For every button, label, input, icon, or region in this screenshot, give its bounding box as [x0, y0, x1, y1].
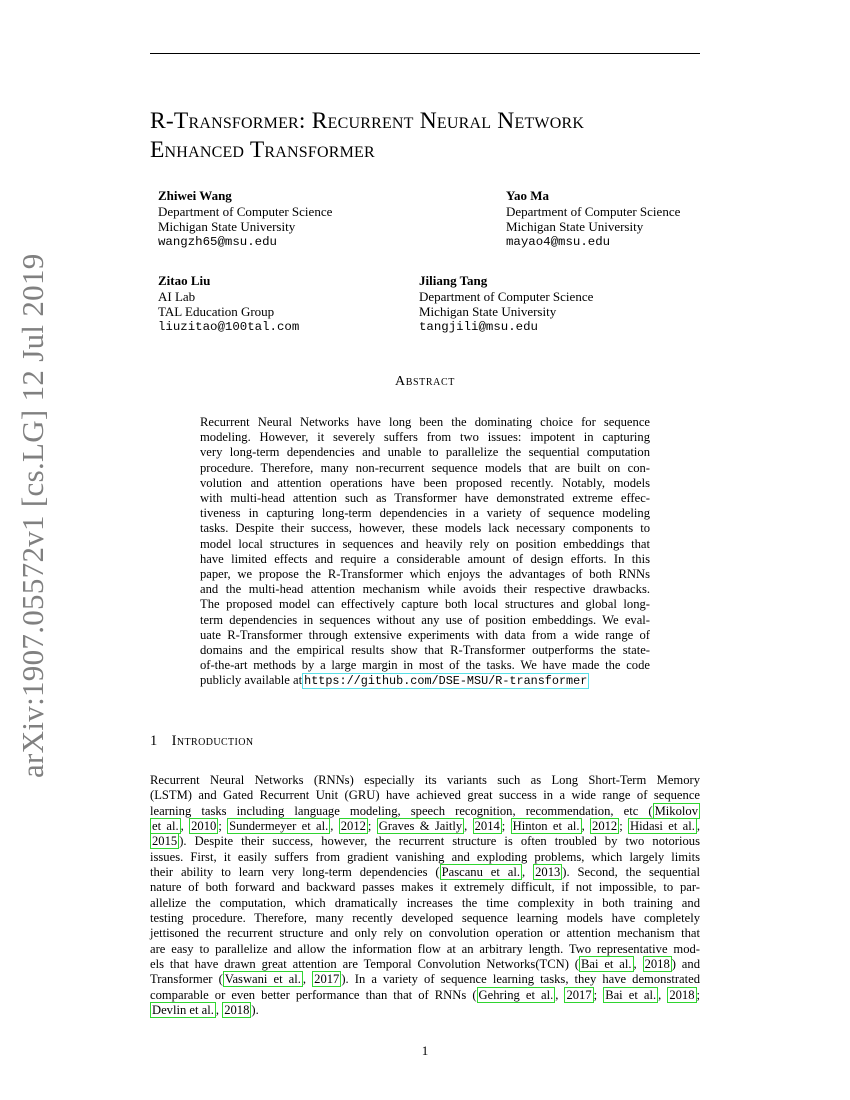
citation-link[interactable]: 2012 — [592, 819, 618, 834]
abstract-line: The proposed model can effectively capture both local structures and global long- — [200, 597, 650, 612]
abstract-heading: Abstract — [395, 374, 455, 389]
author-block — [506, 188, 680, 250]
abstract-line: volution and attention operations have been proposed recently. Notably, models — [200, 475, 650, 490]
intro-text: ; — [218, 819, 228, 834]
abstract-last-line — [200, 673, 650, 689]
intro-text: , — [658, 987, 668, 1002]
abstract-last-line-text: publicly available at — [200, 673, 303, 688]
intro-text: , — [330, 819, 339, 834]
author-email: wangzh65@msu.edu — [158, 234, 277, 249]
intro-line: jettisoned the recurrent structure and only rely on convolution operation or attention mechanism that — [150, 926, 700, 941]
intro-text: , — [522, 865, 534, 880]
intro-text: comparable or even better performance than that of RNNs ( — [150, 987, 477, 1002]
intro-text: , — [581, 819, 591, 834]
intro-text: ). — [251, 1003, 259, 1018]
citation-link[interactable]: 2018 — [224, 1003, 250, 1018]
abstract-body — [200, 415, 650, 690]
intro-line — [150, 819, 700, 834]
intro-line — [150, 957, 700, 972]
top-rule — [150, 53, 700, 54]
author-name: Zhiwei Wang — [158, 188, 232, 203]
intro-text: ). Second, the sequential — [562, 865, 701, 880]
abstract-line: procedure. Therefore, many non-recurrent sequence models that are built on con- — [200, 460, 650, 475]
intro-text: , — [696, 819, 701, 834]
author-block — [158, 273, 299, 335]
arxiv-identifier: arXiv:1907.05572v1 [cs.LG] 12 Jul 2019 — [15, 253, 50, 778]
intro-line — [150, 865, 700, 880]
intro-text: ; — [367, 819, 377, 834]
citation-link[interactable]: Pascanu et al. — [441, 865, 521, 880]
intro-line: allelize the computation, which dramatically increases the time complexity in both training and — [150, 895, 700, 910]
citation-link[interactable]: 2017 — [566, 987, 592, 1002]
intro-line — [150, 988, 700, 1003]
intro-line: (LSTM) and Gated Recurrent Unit (GRU) have achieved great success in a wide range of sequence — [150, 788, 700, 803]
intro-text: , — [180, 819, 190, 834]
citation-link[interactable]: Devlin et al. — [152, 1003, 214, 1018]
intro-text: ; — [593, 987, 604, 1002]
citation-link[interactable]: 2012 — [340, 819, 366, 834]
intro-text: Transformer ( — [150, 972, 223, 987]
citation-link[interactable]: 2018 — [669, 987, 695, 1002]
intro-line — [150, 804, 700, 819]
intro-text: ) and — [671, 957, 700, 972]
title-line-1: R-Transformer: Recurrent Neural Network — [150, 108, 585, 134]
intro-text: ; — [696, 987, 700, 1002]
intro-line: are easy to parallelize and allow the information flow at an arbitrary length. Two representative mod- — [150, 941, 700, 956]
page-number: 1 — [421, 1043, 429, 1058]
abstract-line: uate R-Transformer through extensive experiments with data from a wide range of — [200, 627, 650, 642]
citation-link[interactable]: Bai et al. — [605, 987, 657, 1002]
citation-link[interactable]: Hinton et al. — [512, 819, 580, 834]
abstract-line: paper, we propose the R-Transformer which enjoys the advantages of both RNNs — [200, 567, 650, 582]
intro-line: Recurrent Neural Networks (RNNs) especially its variants such as Long Short-Term Memory — [150, 773, 700, 787]
abstract-line: tasks. Despite their success, however, these models lack necessary components to — [200, 521, 650, 536]
citation-link[interactable]: 2014 — [474, 819, 500, 834]
author-block — [419, 273, 593, 335]
abstract-line: domains and the empirical results show that R-Transformer outperforms the state- — [200, 643, 650, 658]
intro-text: learning tasks including language modeling, speech recognition, recommendation, etc ( — [150, 803, 653, 818]
citation-link[interactable]: 2017 — [314, 972, 340, 987]
intro-text: , — [302, 972, 313, 987]
citation-link[interactable]: 2010 — [191, 819, 217, 834]
section-title: Introduction — [171, 733, 254, 749]
citation-link[interactable]: Graves & Jaitly — [378, 819, 463, 834]
author-department: Department of Computer Science — [506, 203, 681, 219]
intro-text: , — [215, 1003, 223, 1018]
intro-text: , — [464, 819, 473, 834]
paper-title — [150, 107, 702, 165]
abstract-line: of-the-art methods by a large margin in most of the tasks. We have made the code — [200, 658, 650, 673]
author-department: AI Lab — [158, 288, 196, 304]
title-line-2: Enhanced Transformer — [150, 137, 375, 163]
intro-text: ; — [619, 819, 629, 834]
intro-text: ). Despite their success, however, the recurrent structure is often troubled by two notorious — [179, 834, 700, 849]
intro-text: ; — [501, 819, 511, 834]
citation-link[interactable]: 2013 — [535, 865, 561, 880]
abstract-line: with multi-head attention such as Transformer have demonstrated extreme effec- — [200, 491, 650, 506]
author-name: Zitao Liu — [158, 273, 211, 288]
intro-text: their ability to learn very long-term dependencies ( — [150, 865, 440, 880]
intro-line: nature of both forward and backward passes makes it extremely difficult, if not impossible, to par- — [150, 880, 700, 895]
author-organization: Michigan State University — [158, 219, 296, 234]
section-number: 1 — [150, 733, 158, 749]
citation-link[interactable]: Gehring et al. — [478, 987, 554, 1002]
author-email: mayao4@msu.edu — [506, 234, 611, 249]
code-url-link[interactable]: https://github.com/DSE-MSU/R-transformer — [304, 674, 588, 689]
intro-line — [150, 834, 700, 849]
citation-link[interactable]: 2018 — [644, 957, 670, 972]
abstract-line: very long-term dependencies and unable to parallelize the sequential computation — [200, 445, 650, 460]
author-email: tangjili@msu.edu — [419, 319, 538, 334]
author-organization: Michigan State University — [419, 304, 557, 319]
citation-link[interactable]: Bai et al. — [580, 957, 632, 972]
intro-text: , — [633, 957, 643, 972]
citation-link[interactable]: Vaswani et al. — [224, 972, 301, 987]
citation-link[interactable]: Mikolov — [654, 803, 698, 818]
abstract-line: term dependencies in sequences without any use of position embeddings. We eval- — [200, 612, 650, 627]
abstract-line: have limited effects and require a considerable amount of design efforts. In this — [200, 551, 650, 566]
intro-text: els that have drawn great attention are Temporal Convolution Networks(TCN) ( — [150, 957, 579, 972]
citation-link[interactable]: 2015 — [152, 834, 178, 849]
abstract-line: tiveness in capturing long-term dependencies in a variety of sequence modeling — [200, 506, 650, 521]
author-department: Department of Computer Science — [419, 288, 594, 304]
intro-line: issues. First, it easily suffers from gradient vanishing and exploding problems, which largely limits — [150, 849, 700, 864]
citation-link[interactable]: Sundermeyer et al. — [229, 819, 329, 834]
author-email: liuzitao@100tal.com — [158, 319, 300, 334]
abstract-line: and the multi-head attention mechanism while avoids their respective drawbacks. — [200, 582, 650, 597]
intro-text: ). In a variety of sequence learning tasks, they have demonstrated — [341, 972, 701, 987]
abstract-line: Recurrent Neural Networks have long been the dominating choice for sequence — [200, 415, 650, 429]
author-name: Yao Ma — [506, 188, 549, 203]
abstract-line: modeling. However, it severely suffers from two issues: impotent in capturing — [200, 430, 650, 445]
intro-text: , — [555, 987, 565, 1002]
intro-line — [150, 1003, 700, 1018]
author-department: Department of Computer Science — [158, 203, 333, 219]
abstract-line: model local structures in sequences and heavily rely on position embeddings that — [200, 536, 650, 551]
author-organization: Michigan State University — [506, 219, 644, 234]
section-heading — [150, 733, 254, 750]
author-organization: TAL Education Group — [158, 304, 275, 319]
citation-link[interactable]: et al. — [152, 819, 179, 834]
intro-line — [150, 972, 700, 987]
author-block — [158, 188, 332, 250]
intro-line: testing procedure. Therefore, many recently developed sequence learning models have completely — [150, 911, 700, 926]
citation-link[interactable]: Hidasi et al. — [630, 819, 695, 834]
author-name: Jiliang Tang — [419, 273, 488, 288]
introduction-body — [150, 773, 700, 1019]
